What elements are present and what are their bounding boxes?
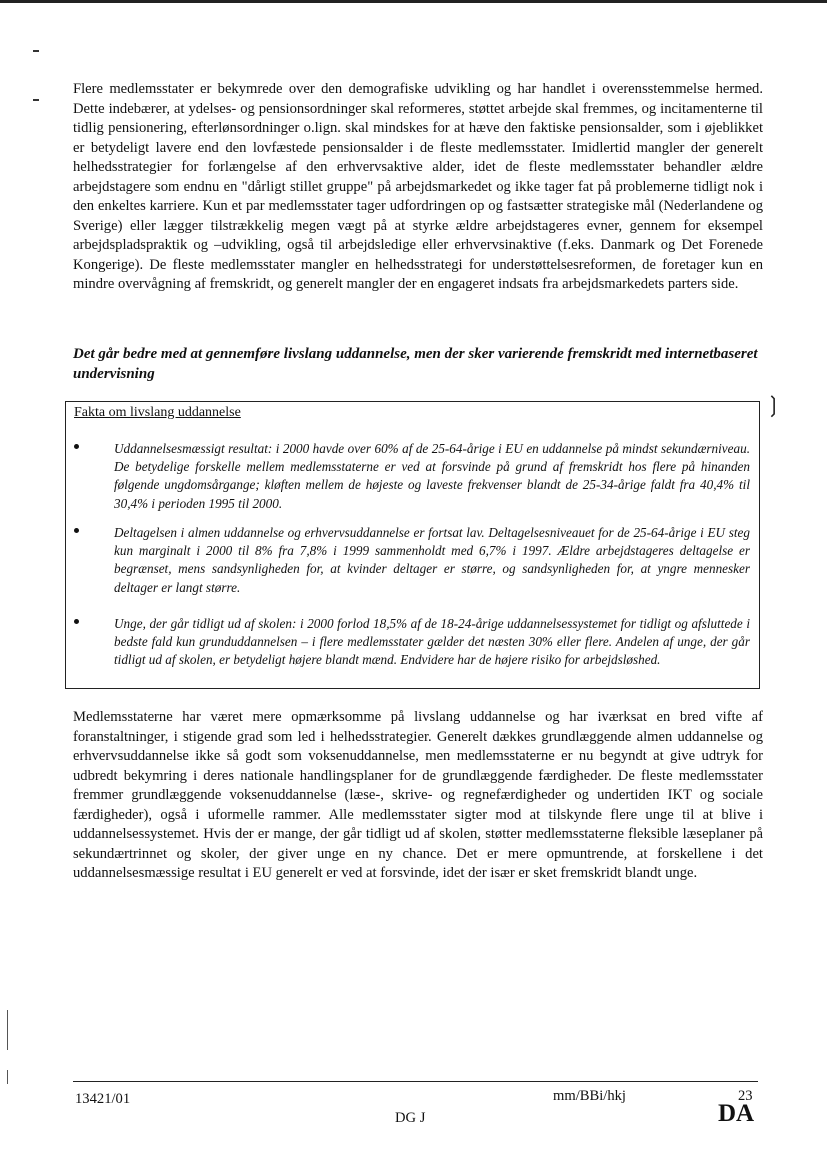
fact-item-text: Uddannelsesmæssigt resultat: i 2000 havde over 60% af de 25-64-årige i EU en uddannelse på mindst sekundærniveau. De betydelige forskelle mellem medlemsstaterne er ved at forsvinde på grund af fremskridt hos flere på hinanden følgende ungdomsårgange; kløften mellem de højeste og laveste frekvenser blandt de 25-34-årige faldt fra 40,4% til 30,4% i perioden 1995 til 2000. <box>114 441 750 511</box>
scan-top-border <box>0 0 827 3</box>
fact-item-text: Unge, der går tidligt ud af skolen: i 2000 forlod 18,5% af de 18-24-årige uddannelsessystemet for tidligt og afsluttede i bedste fald kun grunduddannelsen – i flere medlemsstater gælder det næsten 30% eller flere. Andelen af unge, der går tidligt ud af skolen, er betydeligt højere blandt mænd. Endvidere har de højere risiko for arbejdsløshed. <box>114 616 750 668</box>
scan-edge-mark <box>7 1010 8 1050</box>
fact-box <box>65 401 760 689</box>
fact-box-title: Fakta om livslang uddannelse <box>74 405 241 420</box>
footer-department: DG J <box>395 1110 426 1126</box>
bullet-icon <box>74 444 79 449</box>
footer-doc-number: 13421/01 <box>75 1091 131 1107</box>
fact-item-text: Deltagelsen i almen uddannelse og erhvervsuddannelse er fortsat lav. Deltagelsesniveauet for de 25-64-årige i EU steg kun marginalt i 2000 til 8% fra 7,8% i 1999 sammenholdt med 6,7% i 1997. Ældre arbejdstageres deltagelse er begrænset, mens sandsynligheden for, at kvinder deltager er større, og sandsynligheden for, at yngre mennesker deltager er langt større. <box>114 525 750 595</box>
bullet-icon <box>74 528 79 533</box>
footer-page-number: 23 <box>738 1088 753 1104</box>
body-paragraph-2: Medlemsstaterne har været mere opmærksomme på livslang uddannelse og har iværksat en bred vifte af foranstaltninger, i stigende grad som led i helhedsstrategier. Generelt dækkes grundlæggende almen uddannelse og erhvervsuddannelse ikke så godt som voksenuddannelse, men medlemsstaterne er nu begyndt at give udtryk for udbredt bekymring i deres nationale handlingsplaner for de grundlæggende færdigheder. De fleste medlemsstater fremmer grundlæggende voksenuddannelse (læse-, skrive- og regnefærdigheder og undertiden IKT og sociale færdigheder), også i uformelle rammer. Alle medlemsstater sigter mod at tilskynde flere unge til at blive i uddannelsessystemet. Hvis der er mange, der går tidligt ud af skolen, støtter medlemsstaterne fleksible læseplaner på sekundærtrinnet og skoler, der giver unge en ny chance. Det er mere opmuntrende, at forskellene i det uddannelsesmæssige resultat i EU generelt er ved at forsvinde, idet der især er sket fremskridt blandt unge. <box>73 709 763 881</box>
scan-mark <box>33 50 39 52</box>
footer-language-code: DA <box>718 1100 755 1127</box>
body-paragraph-1: Flere medlemsstater er bekymrede over den demografiske udvikling og har handlet i overensstemmelse hermed. Dette indebærer, at ydelses- og pensionsordninger skal reformeres, støttet arbejde skal fremmes, og incitamenterne til tidlig pensionering, efterlønsordninger o.lign. skal mindskes for at hæve den faktiske pensionsalder, som i øjeblikket er betydeligt lavere end den lovfæstede pensionsalder i de fleste medlemsstater. Imidlertid mangler der generelt helhedsstrategier for forlængelse af den erhvervsaktive alder, idet de fleste medlemsstater behandler ældre arbejdstagere som endnu en "dårligt stillet gruppe" på arbejdsmarkedet og ikke tager fat på problemerne tidligt nok i den enkeltes karriere. Kun et par medlemsstater tager udfordringen op og fastsætter strategiske mål (Nederlandene og Sverige) eller lægger tilstrækkelig megen vægt på at styrke ældre arbejdstageres evner, gennem for eksempel arbejdspladspraktik og –udvikling, også til arbejdsledige eller erhvervsinaktive (f.eks. Danmark og Det Forenede Kongerige). De fleste medlemsstater mangler en helhedsstrategi for understøttelsesreformen, de foretager kun en mindre overvågning af fremskridt, og generelt mangler der en engageret indsats fra arbejdsmarkedets parters side. <box>73 81 763 292</box>
margin-bracket-icon: ❳ <box>764 393 783 418</box>
footer-initials: mm/BBi/hkj <box>553 1088 626 1104</box>
bullet-icon <box>74 619 79 624</box>
footer-rule <box>73 1081 758 1082</box>
scan-edge-mark <box>7 1070 8 1084</box>
scan-mark <box>33 99 39 101</box>
section-heading: Det går bedre med at gennemføre livslang uddannelse, men der sker varierende fremskridt med internetbaseret undervisning <box>73 346 758 382</box>
